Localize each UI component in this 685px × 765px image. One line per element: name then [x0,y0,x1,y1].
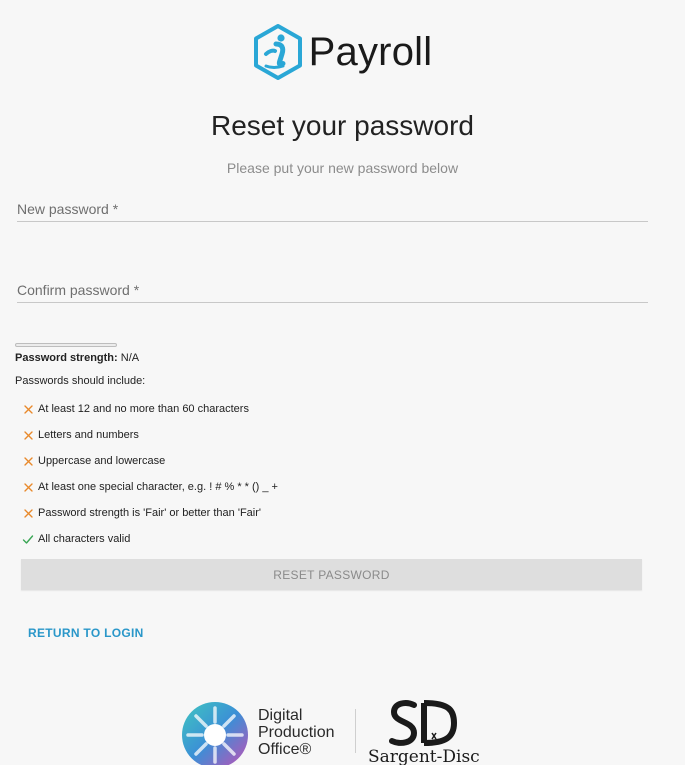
requirement-item [22,396,278,422]
footer-divider [355,709,356,753]
info-hexagon-icon [253,24,303,80]
requirement-text: At least one special character, e.g. ! # % * * () _ + [38,481,278,493]
requirement-item [22,448,278,474]
cross-icon [22,455,34,467]
requirements-title: Passwords should include: [15,375,146,387]
cross-icon [22,403,34,415]
requirement-text: At least 12 and no more than 60 characters [38,403,249,415]
new-password-input[interactable] [17,191,648,221]
password-strength-bar [15,343,117,347]
dpo-line: Production [258,724,335,741]
confirm-password-field[interactable] [17,272,648,303]
reset-password-button[interactable]: RESET PASSWORD [21,559,642,590]
digital-production-office-logo [180,700,250,765]
requirement-item [22,474,278,500]
requirement-text: All characters valid [38,533,131,545]
cross-icon [22,507,34,519]
cross-icon [22,429,34,441]
new-password-field[interactable] [17,191,648,222]
requirement-item [22,526,278,552]
requirement-item [22,422,278,448]
requirements-list [22,396,278,552]
confirm-password-label: Confirm password * [17,282,140,298]
return-to-login-link[interactable]: RETURN TO LOGIN [28,626,144,640]
cross-icon [22,481,34,493]
password-strength-value: N/A [120,352,140,364]
footer-logos [180,697,500,765]
brand-name: Payroll [308,30,433,74]
sargent-disc-logo [384,699,464,747]
confirm-password-input[interactable] [17,272,648,302]
new-password-label: New password * [17,201,119,217]
dpo-wordmark [258,707,335,758]
sargent-disc-name: Sargent-Disc [368,747,480,765]
password-strength-text [15,352,139,364]
check-icon [22,533,34,545]
requirement-text: Letters and numbers [38,429,139,441]
dpo-line: Digital [258,707,303,724]
page-title: Reset your password [210,110,474,141]
requirement-text: Uppercase and lowercase [38,455,166,467]
requirement-item [22,500,278,526]
requirement-text: Password strength is 'Fair' or better than 'Fair' [38,507,261,519]
dpo-line: Office® [258,741,312,758]
password-strength-label: Password strength: [15,352,118,364]
brand-header [0,24,685,80]
page-subtitle: Please put your new password below [226,160,459,176]
